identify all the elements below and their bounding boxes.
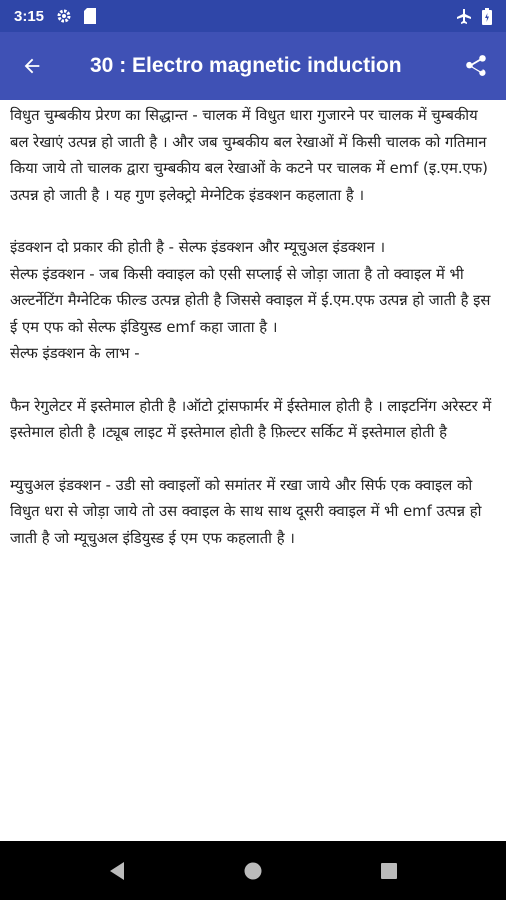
paragraph-mutual-induction: म्युचुअल इंडक्शन - उडी सो क्वाइलों को समांतर में रखा जाये और सिर्फ एक क्वाइल को विधुत धरा से जोड़ा जाये तो उस क्वाइल के साथ साथ दूसरी क्वाइल में भी emf उत्पन्न हो जाती है जो म्यूचुअल इंडियुस्ड ई एम एफ कहलाती है । (10, 476, 482, 547)
paragraph-uses: फैन रेगुलेटर में इस्तेमाल होती है ।ऑटो ट्रांसफार्मर में ईस्तेमाल होती है । लाइटनिंग अरेस्टर में इस्तेमाल होती है ।ट्यूब लाइट में इस्तेमाल होती है फ़िल्टर सर्किट में इस्तेमाल होती है (10, 397, 492, 441)
status-time: 3:15 (14, 7, 45, 25)
nav-back-button[interactable] (97, 851, 137, 891)
system-nav-bar (0, 841, 506, 900)
nav-recents-button[interactable] (369, 851, 409, 891)
app-bar (0, 32, 506, 100)
paragraph-principle: विधुत चुम्बकीय प्रेरण का सिद्धान्त - चालक में विधुत धारा गुजारने पर चालक में चुम्बकीय बल रेखाएं उत्पन्न हो जाती है । और जब चुम्बकीय बल रेखाओं में किसी चालक को गतिमान किया जाये तो चालक द्वारा चुम्बकीय बल रेखाओं के कटने पर चालक में emf (इ.एम.एफ) उत्पन्न हो जाती है । यह गुण इलेक्ट्रो मेग्नेटिक इंडक्शन कहलाता है । (10, 107, 488, 204)
home-circle-icon (243, 861, 263, 881)
sd-card-icon (84, 8, 96, 24)
article-content (10, 103, 500, 578)
share-button[interactable] (446, 32, 506, 100)
share-icon (463, 53, 489, 79)
arrow-back-icon (21, 55, 43, 77)
back-triangle-icon (108, 861, 126, 881)
recents-square-icon (380, 862, 398, 880)
status-bar (0, 0, 506, 32)
paragraph-self-induction: इंडक्शन दो प्रकार की होती है - सेल्फ इंडक्शन और म्यूचुअल इंडक्शन । सेल्फ इंडक्शन - जब किसी क्वाइल को एसी सप्लाई से जोड़ा जाता है तो क्वाइल में भी अल्टर्नेटिंग मैग्नेटिक फील्ड उत्पन्न होती है जिससे क्वाइल में ई.एम.एफ उत्पन्न हो जाती है इस ई एम एफ को सेल्फ इंडियुस्ड emf कहा जाता है । सेल्फ इंडक्शन के लाभ - (10, 239, 491, 362)
airplane-icon (456, 8, 472, 24)
gear-icon (56, 8, 72, 24)
page-title: 30 : Electro magnetic induction (90, 54, 402, 77)
battery-icon (482, 8, 492, 25)
nav-home-button[interactable] (233, 851, 273, 891)
back-button[interactable] (0, 32, 64, 100)
